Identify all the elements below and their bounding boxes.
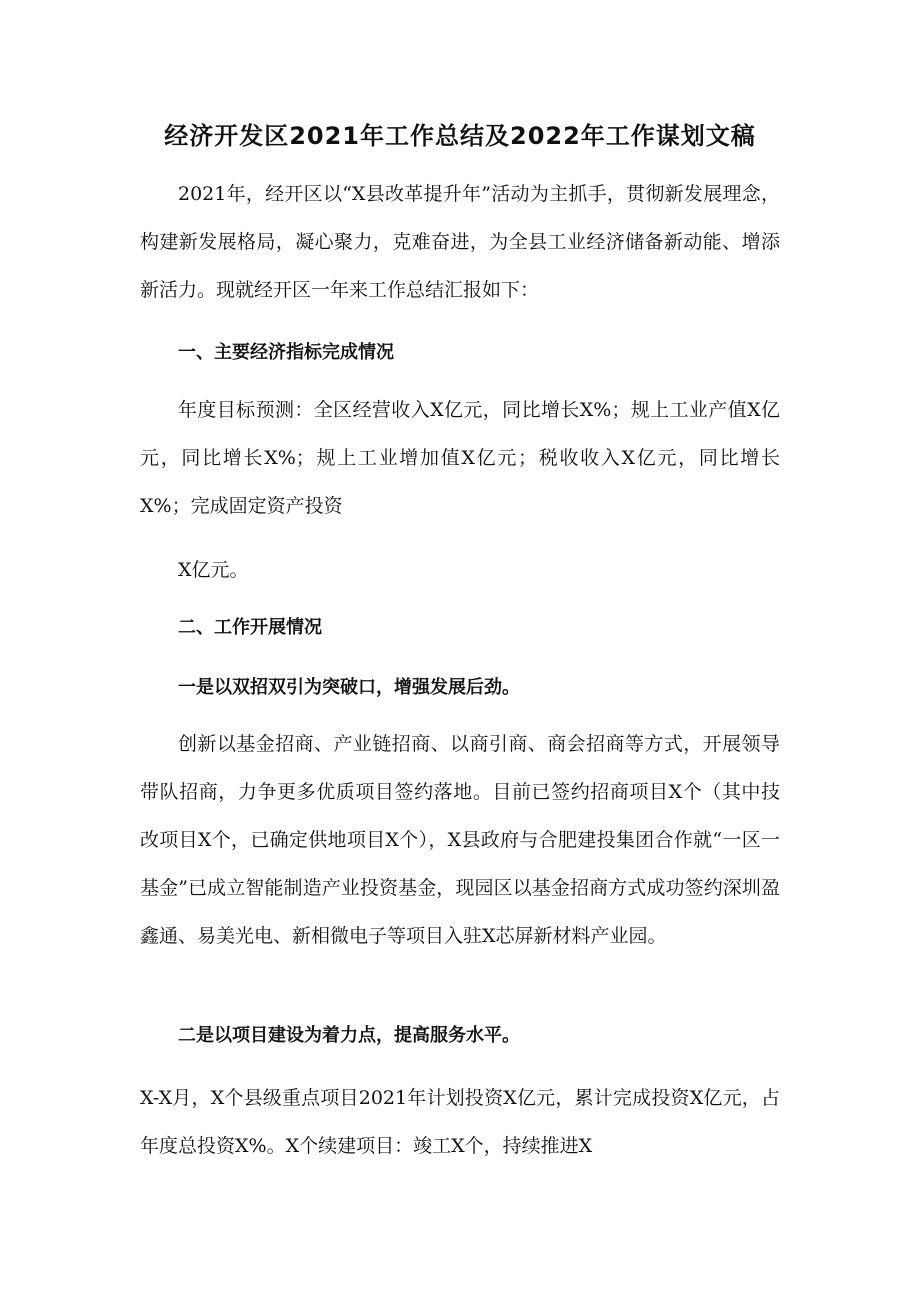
document-title: 经济开发区2021年工作总结及2022年工作谋划文稿 — [164, 122, 756, 150]
section-heading-work: 二、工作开展情况 — [178, 617, 322, 638]
subheading-projects: 二是以项目建设为着力点，提高服务水平。 — [178, 1025, 520, 1046]
investment-paragraph: 创新以基金招商、产业链招商、以商引商、商会招商等方式，开展领导带队招商，力争更多优质项目签约落地。目前已签约招商项目X个（其中技改项目X个，已确定供地项目X个），X县政府与合肥建投集团合作就“一区一基金”已成立智能制造产业投资基金，现园区以基金招商方式成功签约深圳盈鑫通、易美光电、新相微电子等项目入驻X芯屏新材料产业园。 — [140, 733, 780, 947]
indicators-paragraph-continued: X亿元。 — [178, 559, 249, 581]
projects-paragraph: X-X月，X个县级重点项目2021年计划投资X亿元，累计完成投资X亿元，占年度总投资X%。X个续建项目：竣工X个，持续推进X — [140, 1087, 780, 1157]
section-heading-indicators: 一、主要经济指标完成情况 — [178, 342, 394, 363]
intro-paragraph: 2021年，经开区以“X县改革提升年”活动为主抓手，贯彻新发展理念，构建新发展格局，凝心聚力，克难奋进，为全县工业经济储备新动能、增添新活力。现就经开区一年来工作总结汇报如下： — [140, 183, 780, 301]
subheading-investment: 一是以双招双引为突破口，增强发展后劲。 — [178, 677, 520, 698]
indicators-paragraph: 年度目标预测：全区经营收入X亿元，同比增长X%；规上工业产值X亿元，同比增长X%；规上工业增加值X亿元；税收收入X亿元，同比增长X%；完成固定资产投资 — [140, 399, 780, 517]
